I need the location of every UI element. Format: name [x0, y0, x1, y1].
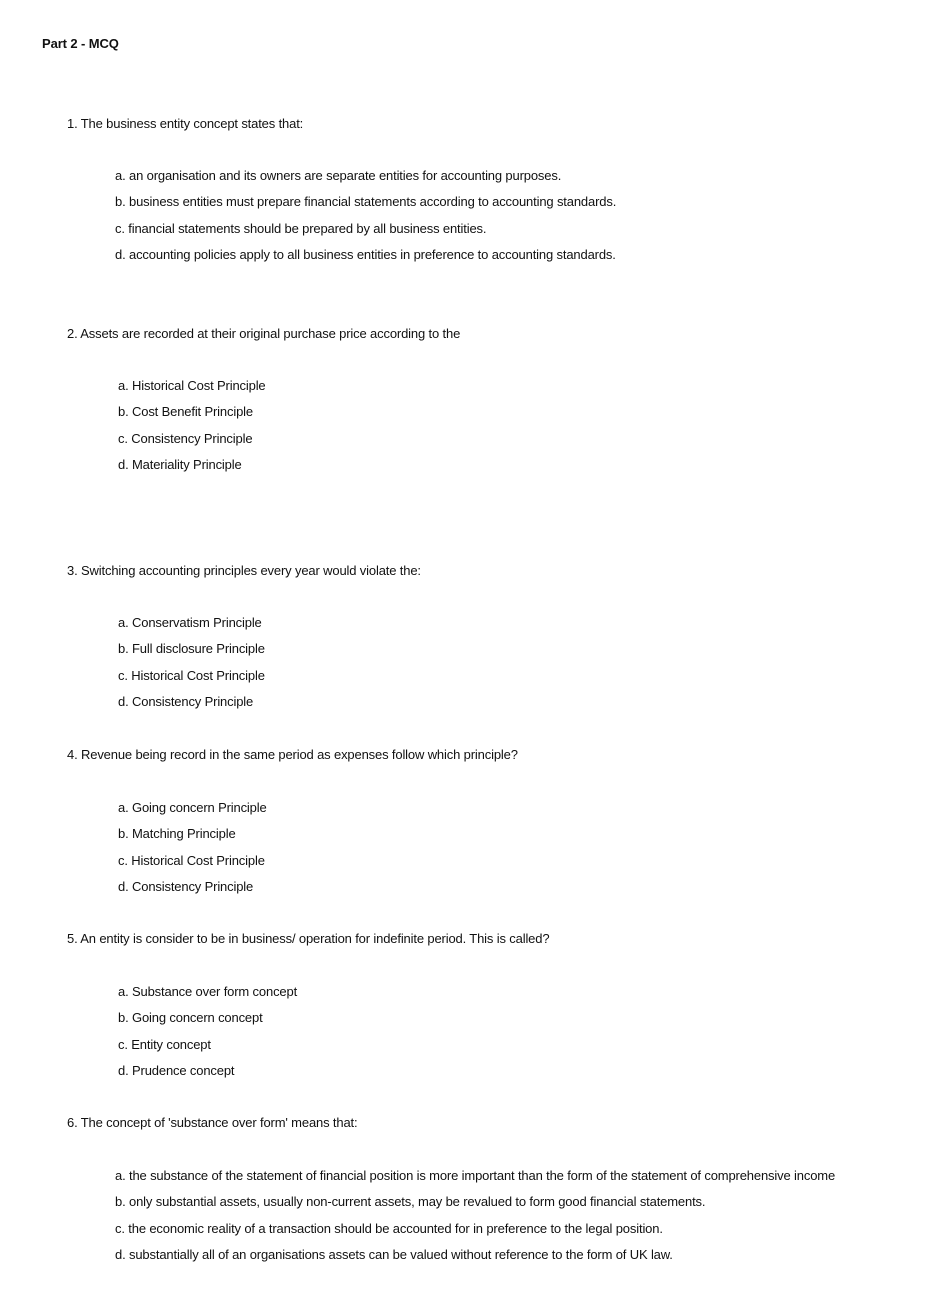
option-a: a. Historical Cost Principle: [118, 378, 266, 393]
option-a: a. Substance over form concept: [118, 984, 298, 999]
option-c: c. Historical Cost Principle: [118, 667, 265, 683]
page-title: Part 2 - MCQ: [42, 36, 119, 51]
option-b: b. Full disclosure Principle: [118, 641, 265, 657]
option-a: a. Conservatism Principle: [118, 615, 262, 630]
options-list: [118, 984, 297, 1089]
option-a: a. the substance of the statement of financial position is more important than the form of the statement of comprehensive income: [115, 1168, 836, 1183]
option-b: b. only substantial assets, usually non-current assets, may be revalued to form good financial statements.: [115, 1194, 706, 1210]
options-list: [118, 615, 265, 720]
option-d: d. Consistency Principle: [118, 693, 254, 709]
option-d: d. Prudence concept: [118, 1062, 235, 1078]
option-d: d. accounting policies apply to all business entities in preference to accounting standards.: [115, 246, 616, 262]
option-c: c. Entity concept: [118, 1036, 211, 1052]
option-c: c. the economic reality of a transaction should be accounted for in preference to the legal position.: [115, 1220, 663, 1236]
option-b: b. Going concern concept: [118, 1010, 263, 1026]
question-text: 2. Assets are recorded at their original purchase price according to the: [67, 326, 461, 341]
option-b: b. Cost Benefit Principle: [118, 404, 253, 420]
question-text: 1. The business entity concept states that:: [67, 116, 304, 131]
question-text: 4. Revenue being record in the same period as expenses follow which principle?: [67, 747, 518, 762]
option-c: c. financial statements should be prepared by all business entities.: [115, 220, 487, 236]
question-text: 3. Switching accounting principles every year would violate the:: [67, 563, 421, 578]
question-text: 6. The concept of 'substance over form' means that:: [67, 1115, 358, 1130]
option-b: b. Matching Principle: [118, 826, 236, 842]
options-list: [115, 168, 616, 273]
option-c: c. Consistency Principle: [118, 430, 253, 446]
option-d: d. substantially all of an organisations assets can be valued without reference to the form of UK law.: [115, 1246, 673, 1262]
option-c: c. Historical Cost Principle: [118, 852, 265, 868]
option-d: d. Consistency Principle: [118, 878, 254, 894]
option-a: a. an organisation and its owners are separate entities for accounting purposes.: [115, 168, 562, 183]
option-b: b. business entities must prepare financial statements according to accounting standards.: [115, 194, 617, 210]
options-list: [118, 378, 266, 483]
question-text: 5. An entity is consider to be in business/ operation for indefinite period. This is called?: [67, 931, 550, 946]
options-list: [118, 800, 267, 905]
option-d: d. Materiality Principle: [118, 456, 242, 472]
options-list: [115, 1168, 835, 1273]
option-a: a. Going concern Principle: [118, 800, 267, 815]
